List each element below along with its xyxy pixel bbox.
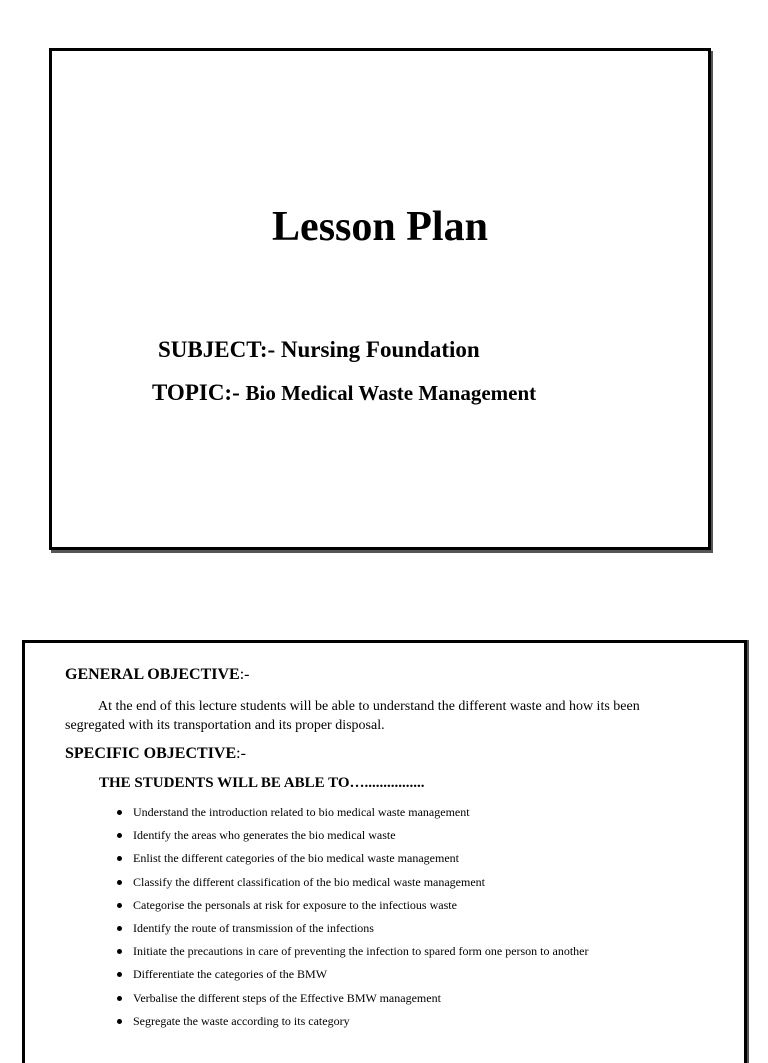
topic-value: Bio Medical Waste Management: [245, 381, 537, 405]
objective-item: Understand the introduction related to bio medical waste management: [133, 801, 589, 824]
topic-label: TOPIC:-: [152, 380, 246, 405]
lesson-plan-title: Lesson Plan: [272, 204, 488, 250]
general-objective-heading: [65, 666, 250, 684]
objective-item: Differentiate the categories of the BMW: [133, 963, 589, 986]
specific-objective-heading-suffix: :-: [236, 745, 246, 762]
students-able-to-heading: THE STUDENTS WILL BE ABLE TO…................: [99, 775, 425, 791]
specific-objective-heading: [65, 745, 246, 763]
title-page-box: [49, 48, 711, 550]
objective-item: Categorise the personals at risk for exposure to the infectious waste: [133, 894, 589, 917]
topic-line: [152, 380, 536, 406]
general-objective-heading-text: GENERAL OBJECTIVE: [65, 666, 240, 683]
objective-item: Identify the areas who generates the bio medical waste: [133, 824, 589, 847]
subject-line: [158, 337, 480, 363]
objective-item: Initiate the precautions in care of preventing the infection to spared form one person to another: [133, 940, 589, 963]
objective-item: Enlist the different categories of the bio medical waste management: [133, 847, 589, 870]
subject-value: Nursing Foundation: [280, 337, 480, 362]
objective-item: Segregate the waste according to its category: [133, 1010, 589, 1033]
specific-objective-heading-text: SPECIFIC OBJECTIVE: [65, 745, 237, 762]
general-objective-heading-suffix: :-: [239, 666, 250, 683]
objective-item: Classify the different classification of the bio medical waste management: [133, 871, 589, 894]
subject-label: SUBJECT:-: [158, 337, 281, 362]
general-objective-text: At the end of this lecture students will be able to understand the different waste and how its been segregated with its transportation and its proper disposal.: [65, 699, 640, 733]
specific-objectives-list: [113, 801, 589, 1033]
objective-item: Identify the route of transmission of the infections: [133, 917, 589, 940]
objectives-page-box: [22, 640, 747, 1063]
objective-item: Verbalise the different steps of the Effective BMW management: [133, 987, 589, 1010]
